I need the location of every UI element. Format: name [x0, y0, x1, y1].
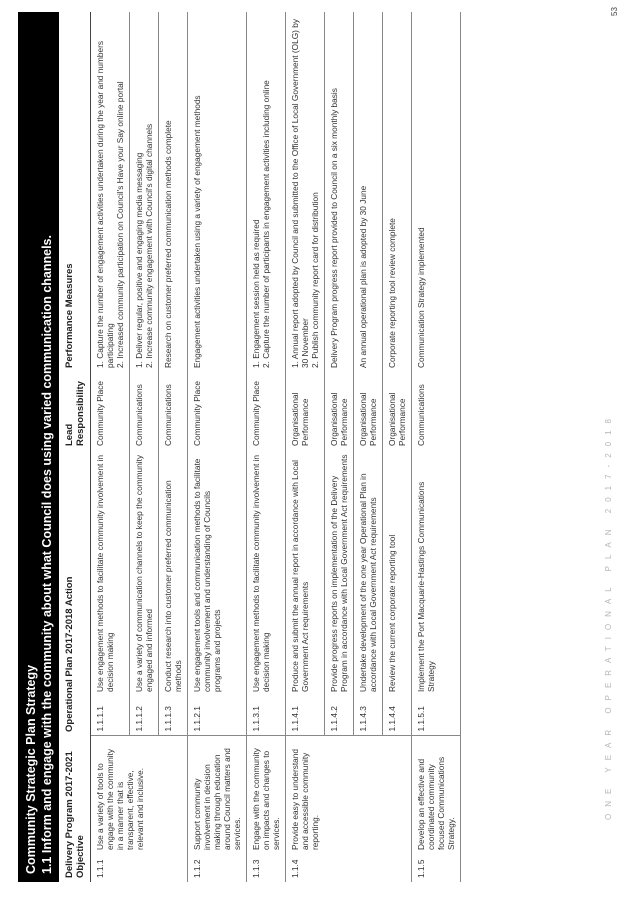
objective-text: Support community involvement in decision making through education around Council matters and services.: [188, 736, 247, 854]
table-header-row: [59, 12, 91, 882]
action-text: Use engagement tools and communication methods to facilitate community involvement and understanding of Councils programs and projects: [188, 450, 247, 696]
lead-responsibility: Organisational Performance: [383, 372, 412, 450]
header-objective: Delivery Program 2017-2021 Objective: [59, 736, 91, 882]
objective-text: Provide easy to understand and accessible community reporting.: [286, 736, 412, 854]
performance-measures: 1. Deliver regular, positive and engaging media messaging 2. Increase community engagement with Council's digital channels: [130, 12, 159, 372]
lead-responsibility: Community Place: [91, 372, 130, 450]
footer-watermark: ONE YEAR OPERATIONAL PLAN 2017-2018: [604, 411, 613, 821]
performance-measures: Communication Strategy implemented: [412, 12, 461, 372]
objective-code: 1.1.3: [247, 854, 286, 882]
objective-text: Develop an effective and coordinated community focused Communications Strategy.: [412, 736, 461, 854]
action-code: 1.1.4.1: [286, 696, 325, 736]
table-row: [247, 12, 286, 882]
action-code: 1.1.1.2: [130, 696, 159, 736]
lead-responsibility: Community Place: [188, 372, 247, 450]
performance-measures: Engagement activities undertaken using a variety of engagement methods: [188, 12, 247, 372]
action-text: Undertake development of the one year Operational Plan in accordance with Local Government Act requirements: [354, 450, 383, 696]
table-row: [412, 12, 461, 882]
action-text: Use a variety of communication channels to keep the community engaged and informed: [130, 450, 159, 696]
objective-text: Use a variety of tools to engage with the community in a manner that is transparent, effective, relevant and inclusive.: [91, 736, 188, 854]
action-text: Use engagement methods to facilitate community involvement in decision making: [91, 450, 130, 696]
action-code: 1.1.4.2: [325, 696, 354, 736]
header-lead: Lead Responsibility: [59, 372, 91, 450]
performance-measures: 1. Engagement session held as required 2. Capture the number of participants in engagement activities including online: [247, 12, 286, 372]
performance-measures: Research on customer preferred communication methods complete: [159, 12, 188, 372]
action-code: 1.1.2.1: [188, 696, 247, 736]
lead-responsibility: Organisational Performance: [354, 372, 383, 450]
action-code: 1.1.1.1: [91, 696, 130, 736]
action-code: 1.1.1.3: [159, 696, 188, 736]
action-code: 1.1.4.3: [354, 696, 383, 736]
page-number: 53: [610, 7, 619, 16]
lead-responsibility: Communications: [130, 372, 159, 450]
action-code: 1.1.3.1: [247, 696, 286, 736]
lead-responsibility: Organisational Performance: [325, 372, 354, 450]
strategy-title: Community Strategic Plan Strategy: [24, 664, 38, 874]
table-row: [91, 12, 130, 882]
performance-measures: Corporate reporting tool review complete: [383, 12, 412, 372]
lead-responsibility: Communications: [412, 372, 461, 450]
table-row: [286, 12, 325, 882]
plan-card: [18, 12, 598, 882]
header-measures: Performance Measures: [59, 12, 91, 372]
action-text: Conduct research into customer preferred communication methods: [159, 450, 188, 696]
lead-responsibility: Community Place: [247, 372, 286, 450]
action-text: Use engagement methods to facilitate community involvement in decision making: [247, 450, 286, 696]
lead-responsibility: Communications: [159, 372, 188, 450]
action-code: 1.1.5.1: [412, 696, 461, 736]
objective-code: 1.1.2: [188, 854, 247, 882]
action-code: 1.1.4.4: [383, 696, 412, 736]
performance-measures: Delivery Program progress report provided to Council on a six monthly basis: [325, 12, 354, 372]
performance-measures: 1. Capture the number of engagement activities undertaken during the year and numbers participating 2. Increased community participation on Council's Have your Say online portal: [91, 12, 130, 372]
objective-code: 1.1.5: [412, 854, 461, 882]
lead-responsibility: Organisational Performance: [286, 372, 325, 450]
action-text: Implement the Port Macquarie-Hastings Communications Strategy: [412, 450, 461, 696]
objective-text: Engage with the community on impacts and changes to services.: [247, 736, 286, 854]
action-text: Produce and submit the annual report in accordance with Local Government Act requirements: [286, 450, 325, 696]
objective-code: 1.1.1: [91, 854, 188, 882]
action-text: Review the current corporate reporting tool: [383, 450, 412, 696]
table-body: [91, 12, 461, 882]
performance-measures: 1. Annual report adopted by Council and submitted to the Office of Local Government (OLG) by 30 November 2. Publish community report card for distribution: [286, 12, 325, 372]
table-row: [188, 12, 247, 882]
plan-table: [59, 12, 461, 882]
objective-code: 1.1.4: [286, 854, 412, 882]
strategy-subtitle: 1.1 Inform and engage with the community about what Council does using varied communication channels.: [40, 235, 54, 874]
action-text: Provide progress reports on implementation of the Delivery Program in accordance with Local Government Act requirements: [325, 450, 354, 696]
header-action: Operational Plan 2017-2018 Action: [59, 450, 91, 736]
strategy-banner: [18, 12, 59, 882]
performance-measures: An annual operational plan is adopted by 30 June: [354, 12, 383, 372]
